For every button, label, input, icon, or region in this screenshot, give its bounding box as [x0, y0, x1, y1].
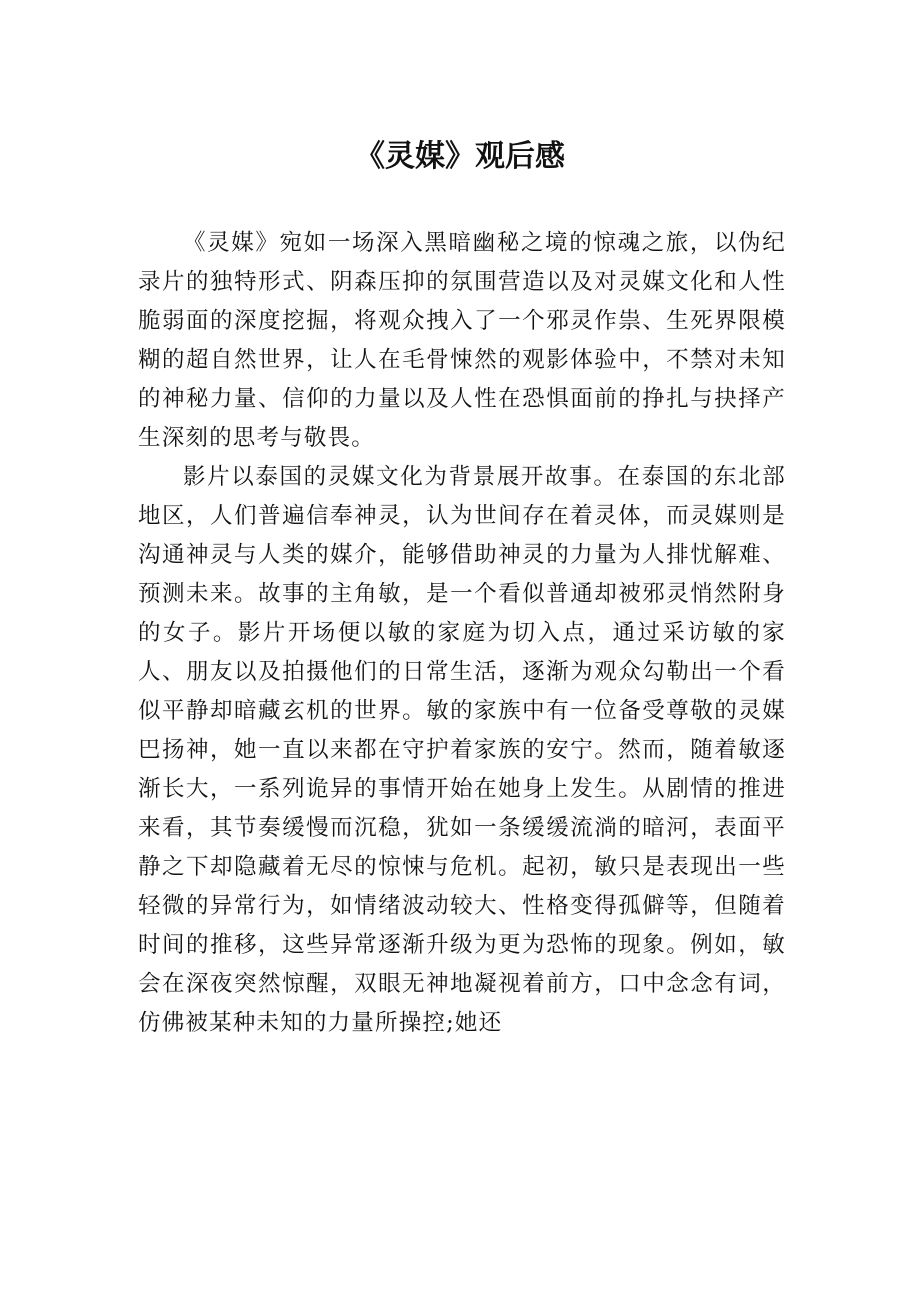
- paragraph-background: 影片以泰国的灵媒文化为背景展开故事。在泰国的东北部地区，人们普遍信奉神灵，认为世间存在着灵体，而灵媒则是沟通神灵与人类的媒介，能够借助神灵的力量为人排忧解难、预测未来。故事的主角敏，是一个看似普通却被邪灵悄然附身的女子。影片开场便以敏的家庭为切入点，通过采访敏的家人、朋友以及拍摄他们的日常生活，逐渐为观众勾勒出一个看似平静却暗藏玄机的世界。敏的家族中有一位备受尊敬的灵媒巴扬神，她一直以来都在守护着家族的安宁。然而，随着敏逐渐长大，一系列诡异的事情开始在她身上发生。从剧情的推进来看，其节奏缓慢而沉稳，犹如一条缓缓流淌的暗河，表面平静之下却隐藏着无尽的惊悚与危机。起初，敏只是表现出一些轻微的异常行为，如情绪波动较大、性格变得孤僻等，但随着时间的推移，这些异常逐渐升级为更为恐怖的现象。例如，敏会在深夜突然惊醒，双眼无神地凝视着前方，口中念念有词，仿佛被某种未知的力量所操控;她还: [138, 464, 786, 1036]
- document-title: 《灵媒》观后感: [355, 139, 565, 174]
- paragraph-intro: 《灵媒》宛如一场深入黑暗幽秘之境的惊魂之旅，以伪纪录片的独特形式、阴森压抑的氛围营造以及对灵媒文化和人性脆弱面的深度挖掘，将观众拽入了一个邪灵作祟、生死界限模糊的超自然世界，让人在毛骨悚然的观影体验中，不禁对未知的神秘力量、信仰的力量以及人性在恐惧面前的挣扎与抉择产生深刻的思考与敬畏。: [138, 230, 786, 451]
- document-body: [138, 224, 786, 1043]
